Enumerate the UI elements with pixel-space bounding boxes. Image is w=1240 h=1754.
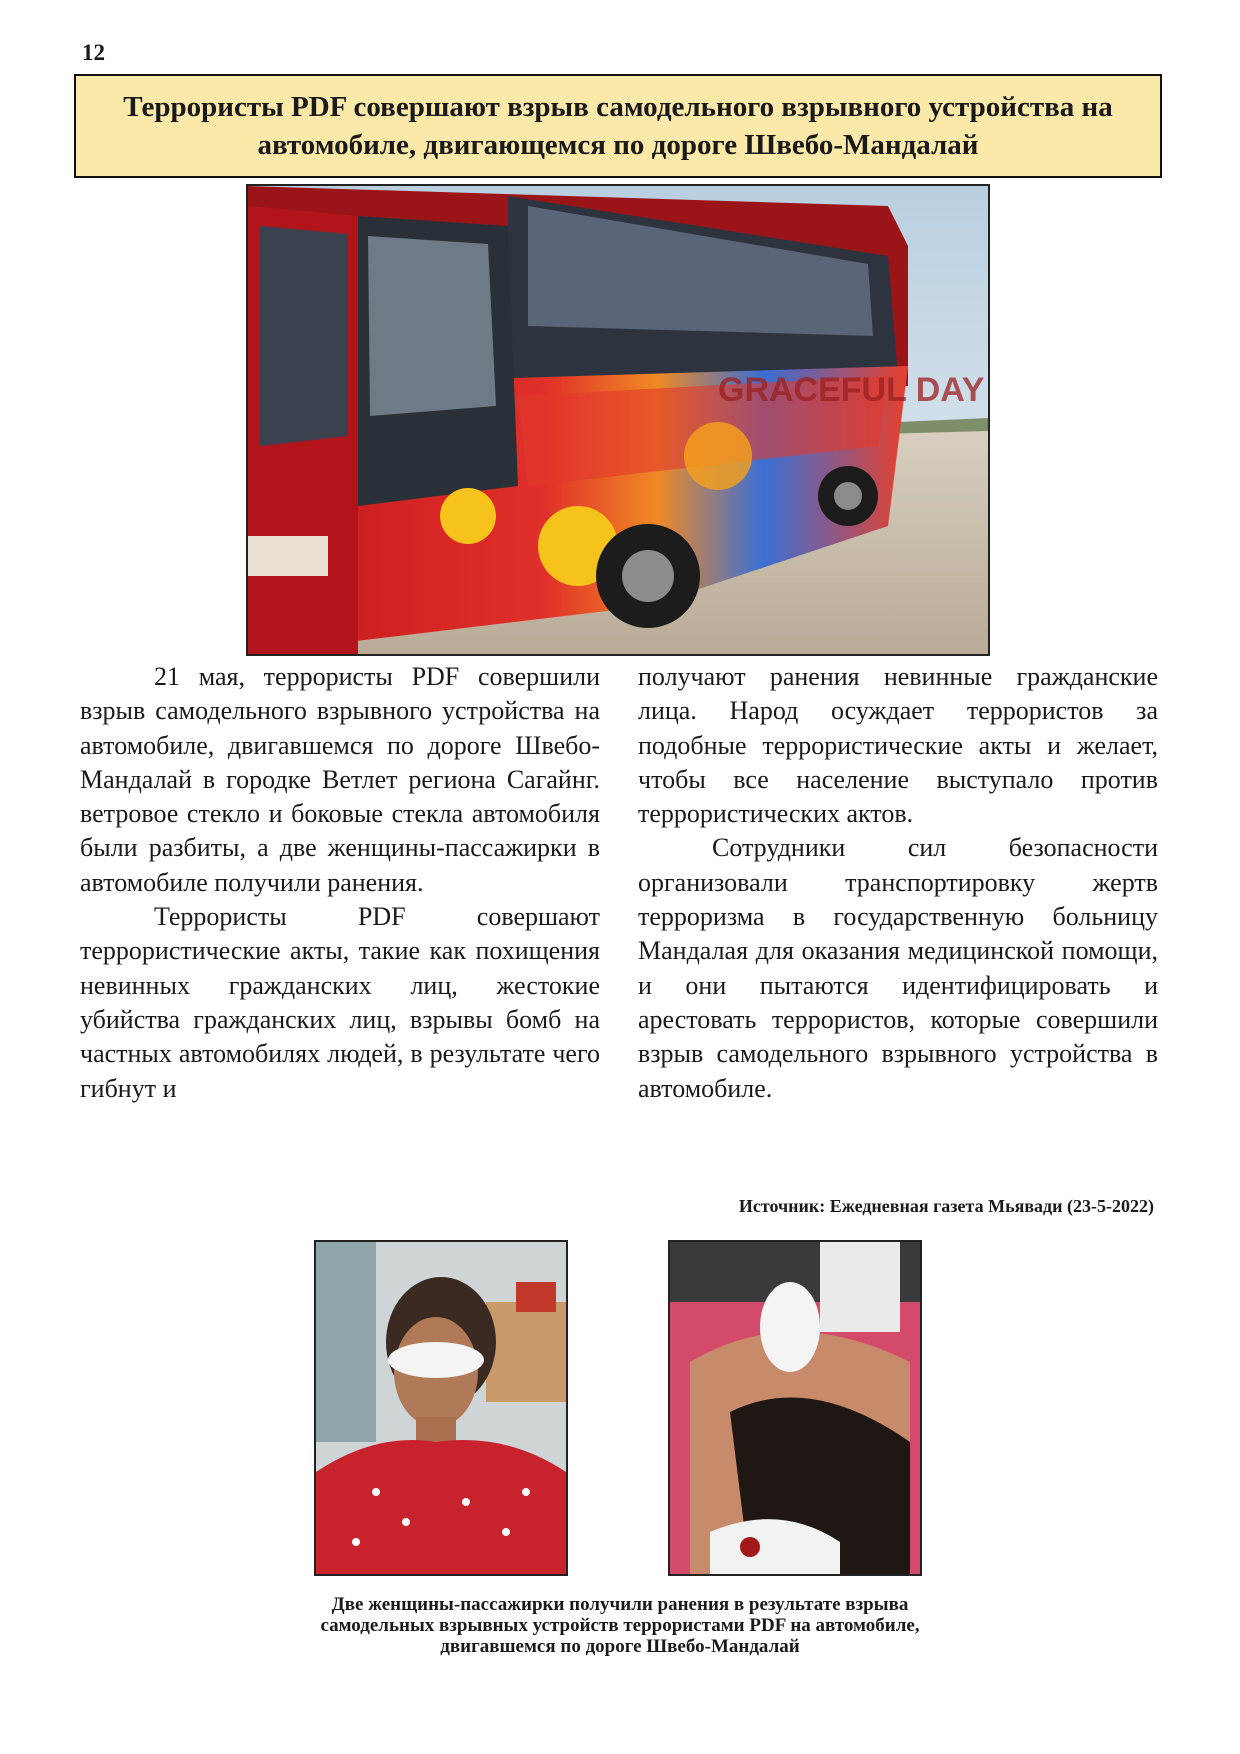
article-left-column [80,660,600,1106]
bus-photo [246,184,990,656]
injured-woman-photo-2-image [670,1242,920,1574]
article-paragraph: Сотрудники сил безопасности организовали транспортировку жертв терроризма в государственную больницу Мандалая для оказания медицинской помощи, и они пытаются идентифицировать и арестовать террористов, которые совершили взрыв самодельного взрывного устройства в автомобиле. [638,833,1158,1103]
photo-caption [240,1594,1000,1657]
bus-photo-image [248,186,988,654]
page-number: 12 [82,40,105,65]
source-credit: Источник: Ежедневная газета Мьявади (23-5-2022) [738,1196,1154,1216]
injured-woman-photo-2 [668,1240,922,1576]
bus-lettering: GRACEFUL DAY [718,371,985,409]
injured-woman-photo-1-image [316,1242,566,1574]
article-paragraph: Террористы PDF совершают террористические акты, такие как похищения невинных гражданских лиц, жестокие убийства гражданских лиц, взрывы бомб на частных автомобилях людей, в результате чего гибнут и [80,902,600,1103]
injured-woman-photo-1 [314,1240,568,1576]
title-banner [74,74,1162,178]
article-right-column [638,660,1158,1106]
article-paragraph: получают ранения невинные гражданские лица. Народ осуждает террористов за подобные террористические акты и желает, чтобы все население выступало против террористических актов. [638,662,1158,829]
caption-line: Две женщины-пассажирки получили ранения в результате взрыва [331,1594,909,1615]
caption-line: двигавшемся по дороге Швебо-Мандалай [440,1636,800,1657]
caption-line: самодельных взрывных устройств террористами PDF на автомобиле, [320,1615,920,1636]
article-paragraph: 21 мая, террористы PDF совершили взрыв самодельного взрывного устройства на автомобиле, двигавшемся по дороге Швебо-Мандалай в городке Ветлет региона Сагайнг. ветровое стекло и боковые стекла автомобиля были разбиты, а две женщины-пассажирки в автомобиле получили ранения. [80,662,600,897]
page-title: Террористы PDF совершают взрыв самодельного взрывного устройства на автомобиле, двигающемся по дороге Швебо-Мандалай [123,91,1113,161]
article-body [80,660,1156,1180]
